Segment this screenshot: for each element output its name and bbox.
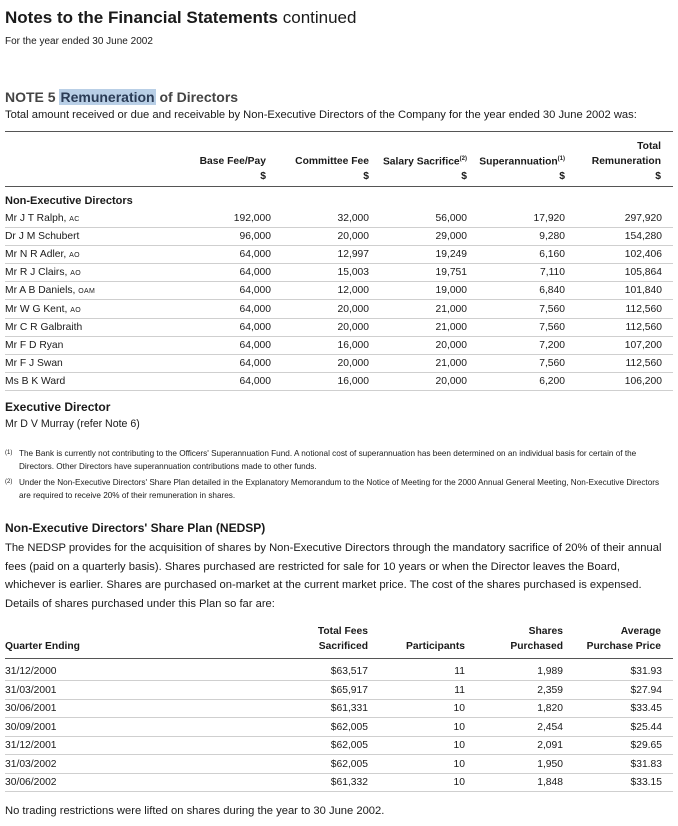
row-divider — [5, 791, 673, 792]
table-cell: 2,091 — [537, 740, 563, 751]
director-name-text: Mr N R Adler, — [5, 249, 67, 261]
column-unit: $ — [655, 171, 661, 182]
table-cell: 297,920 — [624, 213, 662, 224]
table-cell: 20,000 — [337, 321, 369, 333]
table-cell: 21,000 — [435, 303, 467, 315]
table-cell: $65,917 — [330, 684, 368, 696]
table-row — [5, 267, 673, 285]
quarter-date: 30/06/2002 — [5, 777, 57, 788]
footnote-marker: (1) — [5, 450, 13, 456]
director-name — [5, 285, 95, 296]
note-heading — [5, 89, 238, 105]
table-cell: 64,000 — [239, 285, 271, 297]
table-cell: 64,000 — [239, 357, 271, 369]
table-cell: 154,280 — [624, 231, 662, 243]
row-divider — [5, 680, 673, 681]
row-divider — [5, 390, 673, 391]
director-name — [5, 249, 80, 260]
note-intro: Total amount received or due and receivable by Non-Executive Directors of the Company for the year ended 30 June 2002 was: — [5, 109, 637, 121]
post-nominal: AO — [69, 252, 80, 260]
column-header-top: Shares — [528, 626, 563, 637]
table-cell: 20,000 — [337, 303, 369, 315]
table-cell: 19,249 — [435, 249, 467, 261]
director-name-text: Mr F D Ryan — [5, 339, 64, 351]
post-nominal: AC — [69, 216, 80, 223]
quarter-date: 31/12/2001 — [5, 740, 57, 751]
footnote-ref: (2) — [459, 156, 467, 162]
table-cell: $62,005 — [330, 740, 368, 751]
footnote-1 — [5, 447, 673, 473]
table-cell: 7,560 — [539, 357, 565, 369]
director-name-text: Mr J T Ralph, — [5, 213, 67, 224]
director-name — [5, 213, 80, 224]
table-cell: $33.15 — [630, 777, 662, 788]
table-cell: 64,000 — [239, 375, 271, 387]
column-header: Quarter Ending — [5, 641, 80, 652]
page-subtitle: For the year ended 30 June 2002 — [5, 36, 153, 47]
table-cell: 64,000 — [239, 267, 271, 279]
table-row — [5, 740, 673, 758]
table-row — [5, 722, 673, 740]
title-suffix: continued — [282, 8, 357, 27]
quarter-date: 30/09/2001 — [5, 721, 57, 733]
table-cell: 10 — [453, 740, 465, 751]
table-cell: 64,000 — [239, 339, 271, 351]
post-nominal: OAM — [78, 288, 96, 296]
director-name-text: Ms B K Ward — [5, 375, 66, 387]
row-divider — [5, 717, 673, 718]
table-cell: 10 — [453, 777, 465, 788]
footnote-text: Under the Non-Executive Directors' Share Plan detailed in the Explanatory Memorandum to the Notice of Meeting for the 2000 Annual General Meeting, Non-Executive Directors are required to receive 20% of their remuneration in shares. — [19, 478, 660, 500]
column-unit: $ — [260, 171, 266, 182]
table-cell: 2,454 — [537, 721, 563, 733]
table-cell: 11 — [454, 684, 465, 696]
highlighted-word[interactable]: Remuneration — [60, 89, 155, 105]
row-divider — [5, 699, 673, 700]
table-cell: 192,000 — [233, 213, 271, 224]
table-cell: 7,110 — [539, 267, 565, 279]
row-divider — [5, 281, 673, 282]
table-cell: 32,000 — [337, 213, 369, 224]
table-cell: 64,000 — [239, 303, 271, 315]
director-name — [5, 358, 63, 369]
table-cell: 1,950 — [537, 758, 563, 770]
row-divider — [5, 299, 673, 300]
table-cell: 6,200 — [539, 375, 565, 387]
table-cell: 101,840 — [624, 285, 662, 297]
column-header — [479, 156, 565, 167]
table-cell: 19,000 — [435, 285, 467, 297]
director-name — [5, 322, 82, 333]
director-name — [5, 340, 63, 351]
table-cell: 105,864 — [624, 267, 662, 279]
footnote-text: The Bank is currently not contributing to the Officers' Superannuation Fund. A notional cost of superannuation has been determined on an individual basis for certain of the Directors. Other Directors have superannuation contributions made to other funds. — [19, 449, 637, 471]
column-header-top: Total Fees — [317, 626, 368, 637]
table-cell: 7,200 — [539, 339, 565, 351]
column-unit: $ — [559, 171, 565, 182]
table-cell: 29,000 — [435, 231, 467, 243]
table-cell: 56,000 — [435, 213, 467, 224]
table-cell: $27.94 — [630, 684, 662, 696]
column-header — [200, 156, 266, 167]
table-cell: 7,560 — [539, 321, 565, 333]
table-header-rule — [5, 186, 673, 187]
row-divider — [5, 773, 673, 774]
table-cell: $33.45 — [630, 703, 662, 714]
table-cell: $61,332 — [330, 777, 368, 788]
column-header-label: Base Fee/Pay — [199, 156, 266, 167]
row-divider — [5, 318, 673, 319]
column-header-label: Remuneration — [591, 156, 661, 167]
table-cell: $29.65 — [630, 740, 662, 751]
director-name — [5, 267, 81, 278]
column-header — [383, 156, 467, 167]
table-cell: 1,820 — [537, 703, 563, 714]
director-name-text: Mr C R Galbraith — [5, 321, 83, 333]
post-nominal: AO — [70, 306, 81, 314]
table-row — [5, 322, 673, 340]
table-cell: $62,005 — [330, 758, 368, 770]
table-cell: 9,280 — [539, 231, 565, 243]
table-cell: 7,560 — [539, 303, 565, 315]
table-cell: 20,000 — [435, 339, 467, 351]
row-divider — [5, 263, 673, 264]
table-row — [5, 358, 673, 376]
table-cell: 21,000 — [435, 321, 467, 333]
table-row — [5, 703, 673, 721]
table-cell: 107,200 — [624, 339, 662, 351]
column-header-label: Superannuation — [479, 156, 558, 168]
table-cell: 96,000 — [239, 231, 271, 243]
column-header-top: Average — [620, 626, 661, 637]
table-cell: 10 — [453, 758, 465, 770]
column-header — [295, 156, 369, 167]
note-heading-rest: of Directors — [159, 89, 239, 105]
table-row — [5, 231, 673, 249]
title-text: Notes to the Financial Statements — [5, 8, 278, 27]
column-unit: $ — [363, 171, 369, 182]
table-cell: 102,406 — [624, 249, 662, 261]
table-row — [5, 213, 673, 231]
table-cell: 106,200 — [624, 375, 662, 387]
section-label-non-executive: Non-Executive Directors — [5, 195, 133, 207]
column-header-label: Salary Sacrifice — [382, 156, 460, 168]
table-cell: 19,751 — [435, 267, 467, 279]
row-divider — [5, 754, 673, 755]
row-divider — [5, 354, 673, 355]
executive-name: Mr D V Murray (refer Note 6) — [5, 418, 140, 430]
row-divider — [5, 736, 673, 737]
column-header-top: Total — [637, 141, 661, 152]
director-name — [5, 376, 65, 387]
table-cell: 112,560 — [625, 303, 662, 315]
table-cell: 64,000 — [239, 321, 271, 333]
share-header-rule — [5, 658, 673, 659]
page-title — [5, 8, 356, 28]
note-label: NOTE 5 — [5, 89, 56, 105]
director-name-text: Dr J M Schubert — [5, 231, 80, 243]
quarter-date: 30/06/2001 — [5, 703, 57, 714]
table-cell: 1,989 — [537, 666, 563, 677]
table-row — [5, 304, 673, 322]
table-cell: 12,000 — [337, 285, 369, 297]
column-header: Participants — [406, 641, 465, 652]
table-cell: 6,160 — [539, 249, 565, 261]
table-row — [5, 685, 673, 703]
row-divider — [5, 372, 673, 373]
table-cell: 64,000 — [239, 249, 271, 261]
column-header-label: Committee Fee — [295, 156, 369, 167]
quarter-date: 31/12/2000 — [5, 666, 57, 677]
table-row — [5, 376, 673, 394]
table-cell: 16,000 — [337, 339, 369, 351]
footnote-ref: (1) — [557, 156, 565, 162]
row-divider — [5, 245, 673, 246]
row-divider — [5, 227, 673, 228]
table-cell: 10 — [453, 703, 465, 714]
table-row — [5, 340, 673, 358]
director-name-text: Mr A B Daniels, — [5, 285, 76, 297]
table-cell: 6,840 — [539, 285, 565, 297]
footer-note: No trading restrictions were lifted on shares during the year to 30 June 2002. — [5, 805, 385, 817]
column-header: Purchase Price — [586, 641, 661, 652]
table-cell: 17,920 — [533, 213, 565, 224]
director-name-text: Mr W G Kent, — [5, 303, 68, 315]
table-cell: 112,560 — [625, 321, 662, 333]
director-name-text: Mr R J Clairs, — [5, 267, 68, 279]
executive-heading: Executive Director — [5, 400, 111, 414]
footnote-2 — [5, 476, 673, 502]
quarter-date: 31/03/2001 — [5, 684, 57, 696]
table-cell: 15,003 — [337, 267, 369, 279]
table-cell: $61,331 — [330, 703, 368, 714]
table-row — [5, 759, 673, 777]
director-name — [5, 304, 81, 315]
table-cell: $63,517 — [330, 666, 368, 677]
table-cell: $31.83 — [630, 758, 662, 770]
table-row — [5, 666, 673, 684]
quarter-date: 31/03/2002 — [5, 758, 57, 770]
table-cell: 1,848 — [537, 777, 563, 788]
nedsp-heading: Non-Executive Directors' Share Plan (NEDSP) — [5, 521, 266, 535]
column-header: Sacrificed — [318, 641, 368, 652]
director-name-text: Mr F J Swan — [5, 357, 63, 369]
column-header: Purchased — [510, 641, 563, 652]
table-row — [5, 285, 673, 303]
table-cell: 2,359 — [537, 684, 563, 696]
column-unit: $ — [461, 171, 467, 182]
table-cell: 20,000 — [337, 231, 369, 243]
footnote-marker: (2) — [5, 479, 13, 485]
table-cell: 20,000 — [435, 375, 467, 387]
table-cell: $62,005 — [330, 721, 368, 733]
table-cell: $31.93 — [630, 666, 662, 677]
table-top-rule — [5, 131, 673, 132]
column-header — [592, 156, 661, 167]
table-cell: 112,560 — [625, 357, 662, 369]
row-divider — [5, 336, 673, 337]
table-cell: 11 — [454, 666, 465, 677]
table-cell: $25.44 — [630, 721, 662, 733]
table-cell: 20,000 — [337, 357, 369, 369]
table-cell: 10 — [453, 721, 465, 733]
table-row — [5, 249, 673, 267]
table-cell: 12,997 — [337, 249, 369, 261]
post-nominal: AO — [70, 270, 81, 278]
table-cell: 21,000 — [435, 357, 467, 369]
table-row — [5, 777, 673, 795]
nedsp-body: The NEDSP provides for the acquisition of shares by Non-Executive Directors through the mandatory sacrifice of 20% of their annual fees (paid on a quarterly basis). Shares purchased are restricted for sale for 10 years or when the Director leaves the Board, whichever is earlier. Shares are purchased on-market at the current market price. The cost of the shares purchased is expensed. Details of shares purchased under this Plan so far are: — [5, 542, 662, 610]
director-name — [5, 231, 79, 242]
table-cell: 16,000 — [337, 375, 369, 387]
